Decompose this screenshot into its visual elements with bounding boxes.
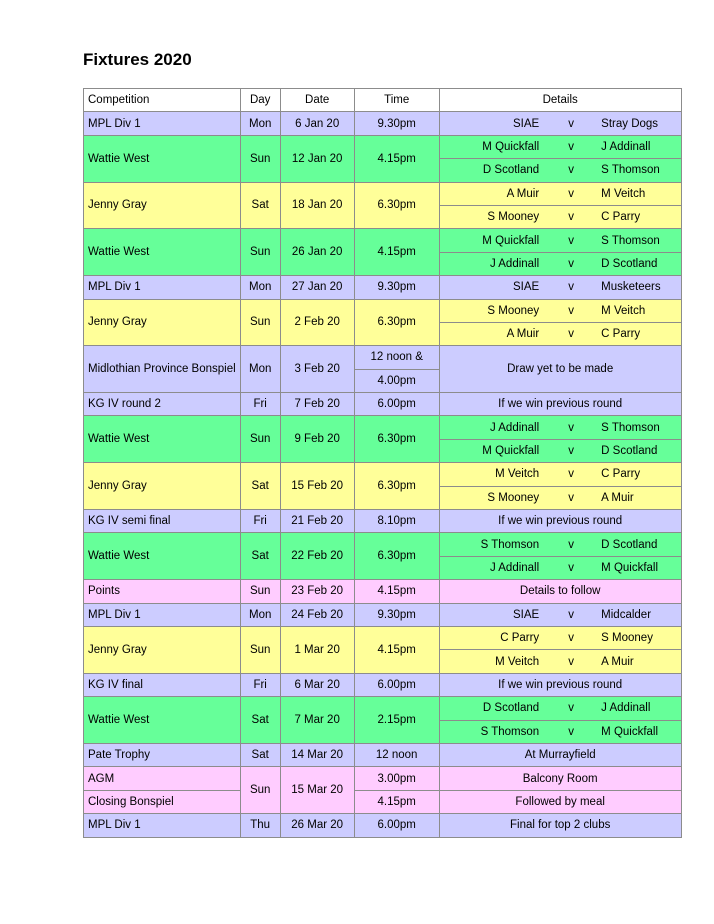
- table-row: [84, 790, 682, 813]
- date-cell: 18 Jan 20: [280, 182, 354, 229]
- versus-label: v: [549, 603, 593, 626]
- home-player: D Scotland: [439, 697, 549, 720]
- away-player: D Scotland: [593, 439, 681, 462]
- time-cell: 9.30pm: [354, 276, 439, 299]
- competition-cell: Wattie West: [84, 697, 241, 744]
- home-player: S Thomson: [439, 720, 549, 743]
- header-date: Date: [280, 89, 354, 112]
- competition-cell: Jenny Gray: [84, 463, 241, 510]
- competition-cell: AGM: [84, 767, 241, 790]
- table-row: [84, 743, 682, 766]
- time-cell: 12 noon &: [354, 346, 439, 369]
- table-row: [84, 393, 682, 416]
- versus-label: v: [549, 135, 593, 158]
- versus-label: v: [549, 650, 593, 673]
- day-cell: Sun: [240, 416, 280, 463]
- time-cell: 12 noon: [354, 743, 439, 766]
- date-cell: 27 Jan 20: [280, 276, 354, 299]
- versus-label: v: [549, 439, 593, 462]
- home-player: S Mooney: [439, 205, 549, 228]
- header-day: Day: [240, 89, 280, 112]
- header-details: Details: [439, 89, 681, 112]
- away-player: C Parry: [593, 322, 681, 345]
- day-cell: Sun: [240, 626, 280, 673]
- versus-label: v: [549, 205, 593, 228]
- date-cell: 14 Mar 20: [280, 743, 354, 766]
- details-cell: If we win previous round: [439, 673, 681, 696]
- day-cell: Sun: [240, 229, 280, 276]
- fixtures-table: [83, 88, 682, 838]
- away-player: C Parry: [593, 463, 681, 486]
- away-player: A Muir: [593, 650, 681, 673]
- away-player: M Quickfall: [593, 720, 681, 743]
- home-player: J Addinall: [439, 252, 549, 275]
- home-player: M Quickfall: [439, 439, 549, 462]
- away-player: C Parry: [593, 205, 681, 228]
- away-team: Stray Dogs: [593, 112, 681, 135]
- page-title: Fixtures 2020: [83, 50, 192, 69]
- time-cell: 4.15pm: [354, 626, 439, 673]
- date-cell: 2 Feb 20: [280, 299, 354, 346]
- date-cell: 26 Mar 20: [280, 814, 354, 837]
- day-cell: Sat: [240, 533, 280, 580]
- home-player: M Veitch: [439, 650, 549, 673]
- versus-label: v: [549, 299, 593, 322]
- away-team: Midcalder: [593, 603, 681, 626]
- table-row: [84, 112, 682, 135]
- competition-cell: Jenny Gray: [84, 182, 241, 229]
- details-cell: Details to follow: [439, 580, 681, 603]
- away-player: J Addinall: [593, 135, 681, 158]
- table-row: [84, 276, 682, 299]
- away-player: A Muir: [593, 486, 681, 509]
- date-cell: 21 Feb 20: [280, 510, 354, 533]
- header-competition: Competition: [84, 89, 241, 112]
- table-row: [84, 229, 682, 252]
- table-row: [84, 767, 682, 790]
- home-player: M Quickfall: [439, 135, 549, 158]
- versus-label: v: [549, 322, 593, 345]
- competition-cell: MPL Div 1: [84, 814, 241, 837]
- table-row: [84, 814, 682, 837]
- day-cell: Sat: [240, 182, 280, 229]
- day-cell: Fri: [240, 673, 280, 696]
- home-player: S Mooney: [439, 486, 549, 509]
- versus-label: v: [549, 182, 593, 205]
- time-cell: 6.30pm: [354, 533, 439, 580]
- versus-label: v: [549, 626, 593, 649]
- day-cell: Mon: [240, 346, 280, 393]
- date-cell: 6 Mar 20: [280, 673, 354, 696]
- date-cell: 9 Feb 20: [280, 416, 354, 463]
- details-cell: If we win previous round: [439, 510, 681, 533]
- date-cell: 6 Jan 20: [280, 112, 354, 135]
- competition-cell: Midlothian Province Bonspiel: [84, 346, 241, 393]
- home-player: A Muir: [439, 322, 549, 345]
- competition-cell: Pate Trophy: [84, 743, 241, 766]
- date-cell: 15 Mar 20: [280, 767, 354, 814]
- competition-cell: Wattie West: [84, 416, 241, 463]
- time-cell: 6.00pm: [354, 393, 439, 416]
- table-row: [84, 580, 682, 603]
- day-cell: Sun: [240, 580, 280, 603]
- time-cell: 4.00pm: [354, 369, 439, 392]
- away-player: J Addinall: [593, 697, 681, 720]
- time-cell: 6.00pm: [354, 814, 439, 837]
- header-row: [84, 89, 682, 112]
- competition-cell: Points: [84, 580, 241, 603]
- home-player: S Thomson: [439, 533, 549, 556]
- details-cell: Followed by meal: [439, 790, 681, 813]
- table-row: [84, 416, 682, 439]
- time-cell: 3.00pm: [354, 767, 439, 790]
- competition-cell: KG IV final: [84, 673, 241, 696]
- table-row: [84, 182, 682, 205]
- away-player: M Veitch: [593, 182, 681, 205]
- time-cell: 6.30pm: [354, 299, 439, 346]
- competition-cell: KG IV semi final: [84, 510, 241, 533]
- competition-cell: MPL Div 1: [84, 112, 241, 135]
- date-cell: 7 Mar 20: [280, 697, 354, 744]
- day-cell: Sun: [240, 767, 280, 814]
- away-player: M Veitch: [593, 299, 681, 322]
- table-row: [84, 697, 682, 720]
- table-row: [84, 533, 682, 556]
- day-cell: Thu: [240, 814, 280, 837]
- competition-cell: Wattie West: [84, 229, 241, 276]
- time-cell: 9.30pm: [354, 112, 439, 135]
- versus-label: v: [549, 229, 593, 252]
- table-row: [84, 299, 682, 322]
- competition-cell: Wattie West: [84, 533, 241, 580]
- date-cell: 24 Feb 20: [280, 603, 354, 626]
- time-cell: 6.30pm: [354, 182, 439, 229]
- home-player: M Quickfall: [439, 229, 549, 252]
- details-cell: At Murrayfield: [439, 743, 681, 766]
- competition-cell: Wattie West: [84, 135, 241, 182]
- time-cell: 6.30pm: [354, 463, 439, 510]
- versus-label: v: [549, 556, 593, 579]
- away-player: S Mooney: [593, 626, 681, 649]
- versus-label: v: [549, 416, 593, 439]
- day-cell: Mon: [240, 603, 280, 626]
- time-cell: 4.15pm: [354, 580, 439, 603]
- time-cell: 4.15pm: [354, 135, 439, 182]
- home-player: A Muir: [439, 182, 549, 205]
- home-player: J Addinall: [439, 556, 549, 579]
- day-cell: Mon: [240, 112, 280, 135]
- home-team: SIAE: [439, 112, 549, 135]
- day-cell: Fri: [240, 510, 280, 533]
- date-cell: 7 Feb 20: [280, 393, 354, 416]
- versus-label: v: [549, 486, 593, 509]
- away-player: S Thomson: [593, 159, 681, 182]
- versus-label: v: [549, 533, 593, 556]
- date-cell: 15 Feb 20: [280, 463, 354, 510]
- away-player: D Scotland: [593, 252, 681, 275]
- day-cell: Sat: [240, 463, 280, 510]
- home-player: M Veitch: [439, 463, 549, 486]
- time-cell: 8.10pm: [354, 510, 439, 533]
- competition-cell: Jenny Gray: [84, 626, 241, 673]
- table-row: [84, 135, 682, 158]
- competition-cell: Closing Bonspiel: [84, 790, 241, 813]
- versus-label: v: [549, 112, 593, 135]
- versus-label: v: [549, 252, 593, 275]
- day-cell: Sun: [240, 299, 280, 346]
- competition-cell: KG IV round 2: [84, 393, 241, 416]
- versus-label: v: [549, 276, 593, 299]
- day-cell: Sat: [240, 697, 280, 744]
- date-cell: 1 Mar 20: [280, 626, 354, 673]
- details-cell: Final for top 2 clubs: [439, 814, 681, 837]
- header-time: Time: [354, 89, 439, 112]
- time-cell: 6.30pm: [354, 416, 439, 463]
- home-player: C Parry: [439, 626, 549, 649]
- details-cell: If we win previous round: [439, 393, 681, 416]
- table-row: [84, 346, 682, 369]
- versus-label: v: [549, 697, 593, 720]
- home-player: S Mooney: [439, 299, 549, 322]
- away-player: M Quickfall: [593, 556, 681, 579]
- time-cell: 6.00pm: [354, 673, 439, 696]
- time-cell: 9.30pm: [354, 603, 439, 626]
- table-row: [84, 510, 682, 533]
- day-cell: Fri: [240, 393, 280, 416]
- away-player: S Thomson: [593, 229, 681, 252]
- table-row: [84, 463, 682, 486]
- home-player: D Scotland: [439, 159, 549, 182]
- table-row: [84, 673, 682, 696]
- date-cell: 22 Feb 20: [280, 533, 354, 580]
- time-cell: 4.15pm: [354, 229, 439, 276]
- table-row: [84, 603, 682, 626]
- time-cell: 4.15pm: [354, 790, 439, 813]
- versus-label: v: [549, 463, 593, 486]
- competition-cell: MPL Div 1: [84, 276, 241, 299]
- date-cell: 26 Jan 20: [280, 229, 354, 276]
- away-team: Musketeers: [593, 276, 681, 299]
- competition-cell: Jenny Gray: [84, 299, 241, 346]
- date-cell: 23 Feb 20: [280, 580, 354, 603]
- home-team: SIAE: [439, 276, 549, 299]
- competition-cell: MPL Div 1: [84, 603, 241, 626]
- day-cell: Mon: [240, 276, 280, 299]
- details-cell: Draw yet to be made: [439, 346, 681, 393]
- table-row: [84, 626, 682, 649]
- date-cell: 12 Jan 20: [280, 135, 354, 182]
- time-cell: 2.15pm: [354, 697, 439, 744]
- versus-label: v: [549, 720, 593, 743]
- home-team: SIAE: [439, 603, 549, 626]
- details-cell: Balcony Room: [439, 767, 681, 790]
- away-player: S Thomson: [593, 416, 681, 439]
- home-player: J Addinall: [439, 416, 549, 439]
- date-cell: 3 Feb 20: [280, 346, 354, 393]
- away-player: D Scotland: [593, 533, 681, 556]
- day-cell: Sun: [240, 135, 280, 182]
- day-cell: Sat: [240, 743, 280, 766]
- versus-label: v: [549, 159, 593, 182]
